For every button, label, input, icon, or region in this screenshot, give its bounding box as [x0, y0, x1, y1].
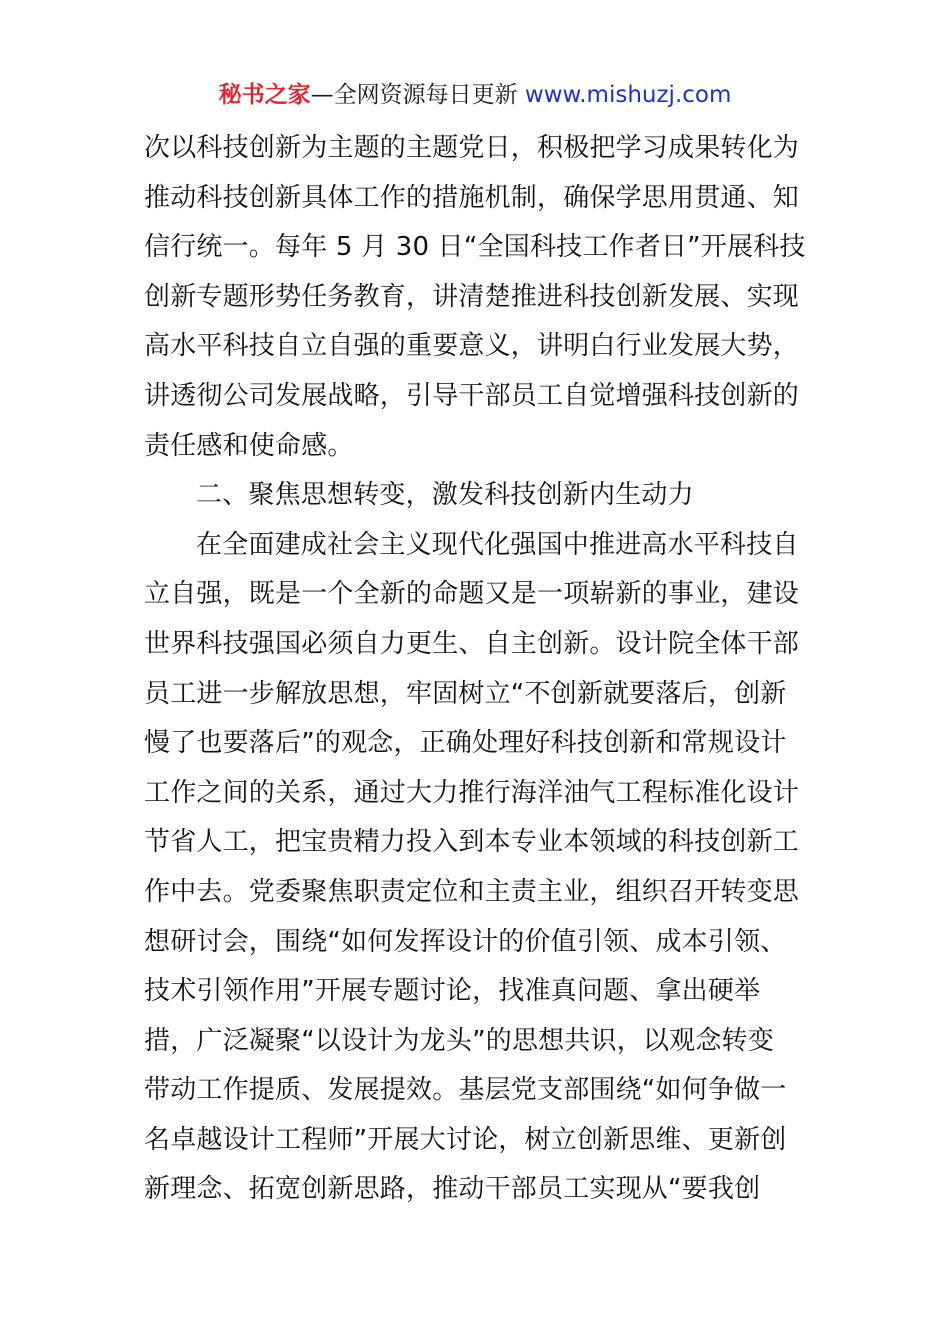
site-url-link[interactable]: www.mishuzj.com [524, 82, 732, 108]
paragraph-line: 慢了也要落后”的观念，正确处理好科技创新和常规设计 [144, 728, 787, 759]
section-heading: 二、聚焦思想转变，激发科技创新内生动力 [196, 480, 694, 511]
paragraph-line: 工作之间的关系，通过大力推行海洋油气工程标准化设计 [144, 777, 800, 808]
document-body [144, 124, 812, 1215]
paragraph-line: 世界科技强国必须自力更生、自主创新。设计院全体干部 [144, 628, 800, 659]
paragraph-line: 创新专题形势任务教育，讲清楚推进科技创新发展、实现 [144, 281, 800, 312]
paragraph-line: 措，广泛凝聚“以设计为龙头”的思想共识，以观念转变 [144, 1025, 774, 1056]
paragraph-line: 作中去。党委聚焦职责定位和主责主业，组织召开转变思 [144, 876, 800, 907]
brand-name: 秘书之家 [218, 82, 311, 108]
paragraph-line: 立自强，既是一个全新的命题又是一项崭新的事业，建设 [144, 579, 800, 610]
paragraph-line: 员工进一步解放思想，牢固树立“不创新就要落后，创新 [144, 678, 787, 709]
paragraph-line: 名卓越设计工程师”开展大讨论，树立创新思维、更新创 [144, 1124, 787, 1155]
paragraph-line: 讲透彻公司发展战略，引导干部员工自觉增强科技创新的 [144, 380, 800, 411]
paragraph-line: 技术引领作用”开展专题讨论，找准真问题、拿出硬举 [144, 976, 761, 1007]
paragraph-line: 节省人工，把宝贵精力投入到本专业本领域的科技创新工 [144, 827, 800, 858]
header-tagline: —全网资源每日更新 [310, 82, 525, 108]
paragraph-line: 在全面建成社会主义现代化强国中推进高水平科技自 [196, 529, 799, 560]
page-header [0, 80, 950, 110]
paragraph-line: 责任感和使命感。 [144, 430, 354, 461]
paragraph-line: 信行统一。每年 5 月 30 日“全国科技工作者日”开展科技 [144, 232, 806, 263]
paragraph-line: 想研讨会，围绕“如何发挥设计的价值引领、成本引领、 [144, 926, 787, 957]
paragraph-line: 次以科技创新为主题的主题党日，积极把学习成果转化为 [144, 133, 800, 163]
paragraph-line: 推动科技创新具体工作的措施机制，确保学思用贯通、知 [144, 182, 800, 213]
paragraph-line: 新理念、拓宽创新思路，推动干部员工实现从“要我创 [144, 1174, 761, 1205]
paragraph-line: 高水平科技自立自强的重要意义，讲明白行业发展大势， [144, 331, 800, 362]
paragraph-line: 带动工作提质、发展提效。基层党支部围绕“如何争做一 [144, 1075, 787, 1106]
